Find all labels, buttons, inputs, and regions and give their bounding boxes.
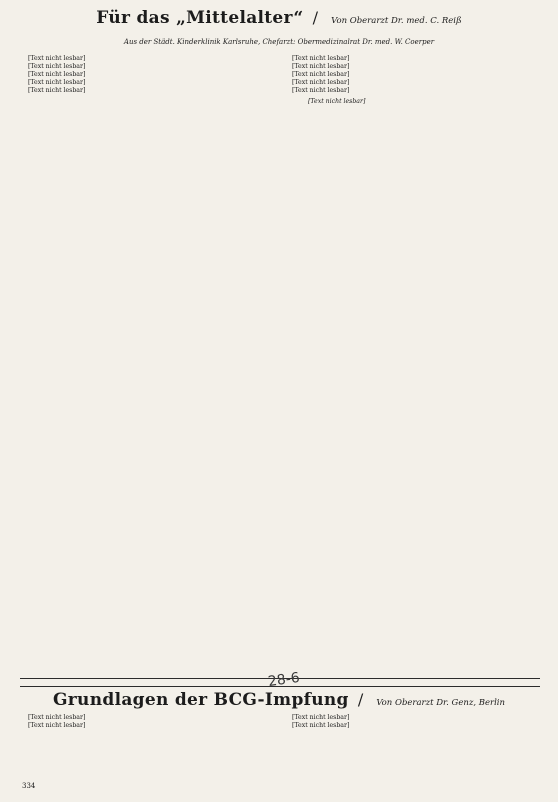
handwritten-annotation: 28-6 <box>267 669 301 691</box>
poem-block <box>308 98 540 105</box>
paragraph: [Text nicht lesbar] <box>292 714 350 721</box>
article1-body <box>22 55 540 675</box>
article2-title: Grundlagen der BCG-Impfung <box>52 690 349 710</box>
article1-author: Von Oberarzt Dr. med. C. Reiß <box>331 16 462 26</box>
paragraph: [Text nicht lesbar] <box>292 722 350 730</box>
article2-column-left <box>22 714 276 776</box>
article2-heading <box>0 690 558 712</box>
paragraph: [Text nicht lesbar] <box>28 79 86 87</box>
paragraph: [Text nicht lesbar] <box>28 63 86 71</box>
paragraph: [Text nicht lesbar] <box>28 722 86 730</box>
article1-heading <box>0 8 558 34</box>
paragraph: [Text nicht lesbar] <box>292 63 350 71</box>
paragraph: [Text nicht lesbar] <box>292 71 350 79</box>
article1-column-right <box>286 55 540 675</box>
paragraph: [Text nicht lesbar] <box>28 87 86 95</box>
paragraph: [Text nicht lesbar] <box>28 55 86 62</box>
title-separator: / <box>312 8 318 27</box>
paragraph: [Text nicht lesbar] <box>292 79 350 87</box>
article1-subtitle: Aus der Städt. Kinderklinik Karlsruhe, Chefarzt: Obermedizinalrat Dr. med. W. Coerper <box>123 38 435 46</box>
article2-body <box>22 714 540 776</box>
paragraph: [Text nicht lesbar] <box>28 714 86 721</box>
article1-title: Für das „Mittelalter“ <box>96 8 304 28</box>
paragraph: [Text nicht lesbar] <box>292 55 350 62</box>
paragraph: [Text nicht lesbar] <box>28 71 86 79</box>
article1-column-left <box>22 55 276 675</box>
poem-line: [Text nicht lesbar] <box>308 98 366 106</box>
page-number: 334 <box>22 782 36 790</box>
paragraph: [Text nicht lesbar] <box>292 87 350 95</box>
title-separator: / <box>357 690 364 709</box>
article2-author: Von Oberarzt Dr. Genz, Berlin <box>376 698 505 708</box>
article2-column-right <box>286 714 540 776</box>
